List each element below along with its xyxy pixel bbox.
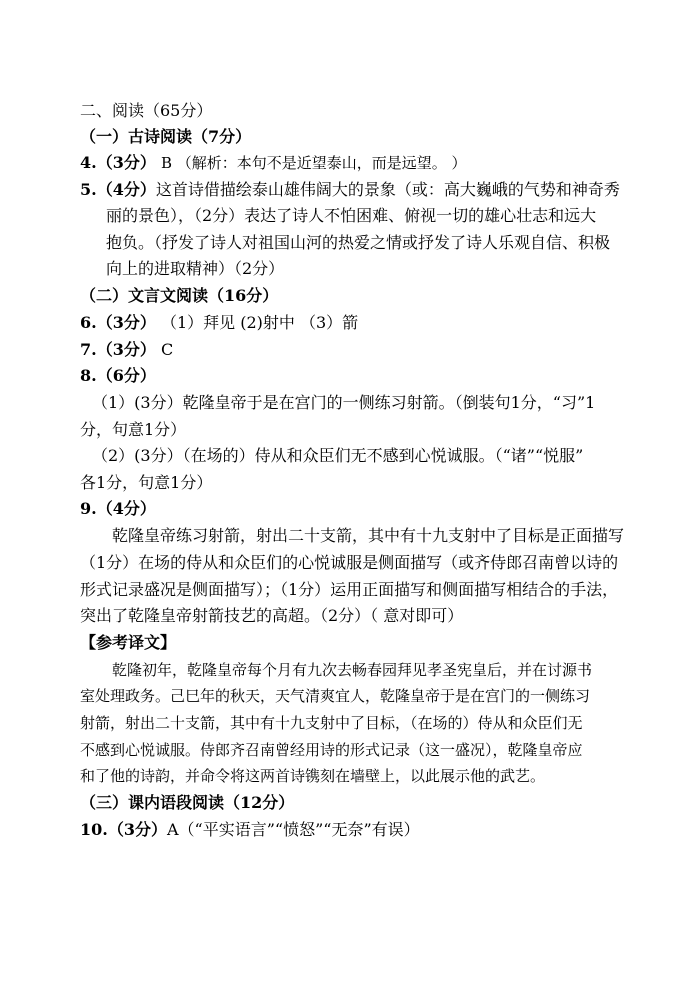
q6-text: （1）拜见 (2)射中 （3）箭 bbox=[160, 313, 359, 332]
translation-line-5: 和了他的诗韵，并命令将这两首诗镌刻在墙壁上，以此展示他的武艺。 bbox=[80, 767, 546, 785]
translation-line-1: 乾隆初年，乾隆皇帝每个月有九次去畅春园拜见孝圣宪皇后，并在讨源书 bbox=[112, 661, 593, 679]
q9-text-1: 乾隆皇帝练习射箭，射出二十支箭，其中有十九支射中了目标是正面描写 bbox=[112, 526, 625, 545]
q10-number: 10.（3分） bbox=[80, 820, 167, 839]
q5-text-2: 丽的景色），（2分）表达了诗人不怕困难、俯视一切的雄心壮志和远大 bbox=[106, 206, 597, 225]
q5-text-1: 这首诗借描绘泰山雄伟阔大的景象（或：高大巍峨的气势和神奇秀 bbox=[155, 180, 620, 199]
part3-title: （三）课内语段阅读（12分） bbox=[80, 793, 295, 812]
q10-text: A（“平实语言”“愤怒”“无奈”有误） bbox=[166, 820, 420, 839]
translation-title: 【参考译文】 bbox=[80, 633, 177, 652]
q4-text: B （解析：本句不是近望泰山，而是远望。 ） bbox=[160, 154, 467, 172]
q8-answer-1b: 分，句意1分） bbox=[80, 420, 187, 439]
q9-number: 9.（4分） bbox=[80, 499, 156, 518]
q10-answer bbox=[80, 819, 420, 841]
q5-text-3: 抱负。（抒发了诗人对祖国山河的热爱之情或抒发了诗人乐观自信、积极 bbox=[106, 233, 611, 252]
q5-number: 5.（4分） bbox=[80, 180, 156, 199]
section-title: 二、阅读（65分） bbox=[80, 101, 213, 120]
q9-text-4: 突出了乾隆皇帝射箭技艺的高超。（2分）（ 意对即可） bbox=[80, 606, 464, 625]
q7-number: 7.（3分） bbox=[80, 340, 156, 359]
part2-title: （二）文言文阅读（16分） bbox=[80, 286, 279, 305]
q6-number: 6.（3分） bbox=[80, 313, 156, 332]
q4-number: 4.（3分） bbox=[80, 153, 156, 172]
q5-text-4: 向上的进取精神）（2分） bbox=[106, 259, 285, 278]
q8-answer-2b: 各1分，句意1分） bbox=[80, 473, 213, 492]
q8-answer-1: （1）(3分）乾隆皇帝于是在宫门的一侧练习射箭。（倒装句1分，“习”1 bbox=[92, 393, 596, 412]
translation-line-3: 射箭，射出二十支箭，其中有十九支射中了目标，（在场的）侍从和众臣们无 bbox=[80, 714, 583, 732]
q6-answer bbox=[80, 312, 358, 334]
q9-text-3: 形式记录盛况是侧面描写）；（1分）运用正面描写和侧面描写相结合的手法， bbox=[80, 580, 619, 599]
part1-title: （一）古诗阅读（7分） bbox=[80, 127, 252, 146]
q5-answer-line1 bbox=[80, 179, 620, 201]
q4-answer bbox=[80, 152, 467, 174]
q7-answer bbox=[80, 339, 173, 361]
q7-text: C bbox=[160, 340, 174, 359]
translation-line-2: 室处理政务。己巳年的秋天，天气清爽宜人，乾隆皇帝于是在宫门的一侧练习 bbox=[80, 687, 591, 705]
translation-line-4: 不感到心悦诚服。侍郎齐召南曾经用诗的形式记录（这一盛况），乾隆皇帝应 bbox=[80, 741, 583, 759]
q8-answer-2: （2）(3分）（在场的）侍从和众臣们无不感到心悦诚服。（“诸”“悦服” bbox=[92, 446, 584, 465]
q9-text-2: （1分）在场的侍从和众臣们的心悦诚服是侧面描写（或齐侍郎召南曾以诗的 bbox=[80, 553, 619, 572]
q8-number: 8.（6分） bbox=[80, 366, 156, 385]
